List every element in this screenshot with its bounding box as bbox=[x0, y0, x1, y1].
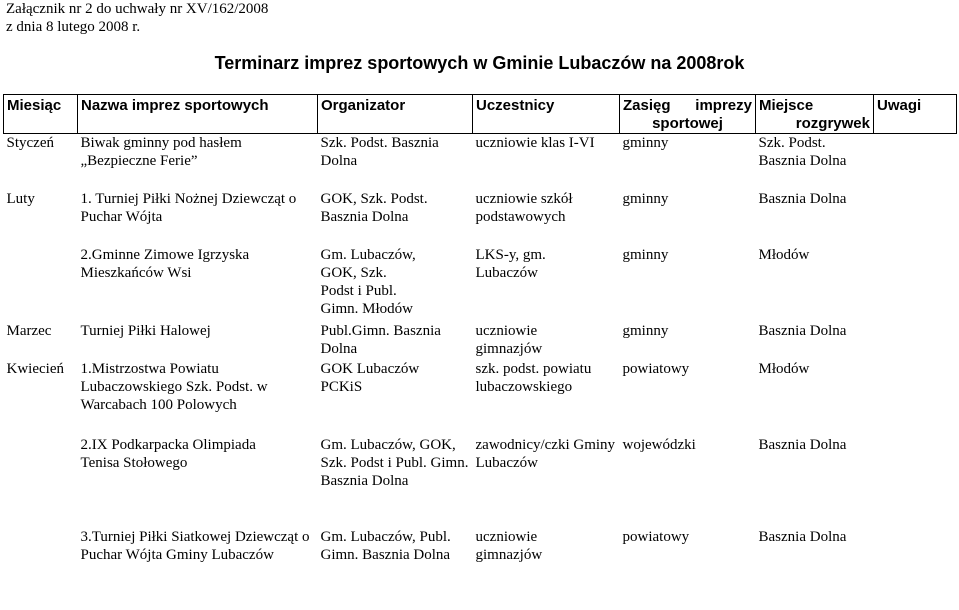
cell-organizer: GOK, Szk. Podst. Basznia Dolna bbox=[320, 190, 428, 225]
cell-place: Basznia Dolna bbox=[758, 322, 847, 339]
cell-organizer: GOK Lubaczów PCKiS bbox=[320, 360, 420, 395]
cell-notes bbox=[874, 322, 957, 360]
cell-scope: gminny bbox=[622, 322, 669, 339]
cell-notes bbox=[874, 360, 957, 436]
cell-notes bbox=[874, 134, 957, 190]
cell-participants: zawodnicy/czki Gminy Lubaczów bbox=[475, 436, 616, 471]
col-scope-header bbox=[620, 95, 756, 134]
cell-notes bbox=[874, 436, 957, 528]
cell-notes bbox=[874, 246, 957, 322]
table-row bbox=[4, 360, 957, 436]
col-scope-header-c: sportowej bbox=[652, 115, 723, 132]
col-notes-header: Uwagi bbox=[874, 95, 957, 134]
cell-month: Styczeń bbox=[6, 135, 54, 151]
col-place-header bbox=[756, 95, 874, 134]
cell-place: Basznia Dolna bbox=[758, 436, 847, 453]
cell-participants: LKS-y, gm. Lubaczów bbox=[475, 246, 546, 281]
cell-month: Marzec bbox=[6, 322, 52, 339]
cell-month: Luty bbox=[6, 190, 35, 207]
cell-name: 3.Turniej Piłki Siatkowej Dziewcząt o Puchar Wójta Gminy Lubaczów bbox=[80, 528, 310, 563]
table-row bbox=[4, 134, 957, 190]
cell-participants: uczniowie klas I-VI bbox=[475, 135, 595, 151]
document-header bbox=[6, 0, 268, 36]
table-header-row bbox=[4, 95, 957, 134]
cell-place: Basznia Dolna bbox=[758, 528, 847, 545]
col-scope-header-b: imprezy bbox=[695, 97, 752, 114]
col-organizer-header: Organizator bbox=[318, 95, 473, 134]
cell-participants: uczniowie szkół podstawowych bbox=[475, 190, 573, 225]
header-line-2: z dnia 8 lutego 2008 r. bbox=[6, 19, 141, 35]
cell-organizer: Gm. Lubaczów, GOK, Szk. Podst i Publ. Gimn. Basznia Dolna bbox=[320, 436, 469, 489]
events-table bbox=[3, 94, 957, 588]
col-scope-header-a: Zasięg bbox=[623, 97, 671, 114]
col-month-header: Miesiąc bbox=[4, 95, 78, 134]
cell-place: Szk. Podst. Basznia Dolna bbox=[758, 135, 847, 169]
table-row bbox=[4, 528, 957, 588]
cell-month bbox=[4, 528, 78, 588]
cell-name: Turniej Piłki Halowej bbox=[80, 322, 211, 339]
cell-notes bbox=[874, 190, 957, 246]
cell-participants: uczniowie gimnazjów bbox=[475, 528, 543, 563]
table-row bbox=[4, 436, 957, 528]
cell-organizer: Publ.Gimn. Basznia Dolna bbox=[320, 322, 441, 357]
cell-month bbox=[4, 436, 78, 528]
table-row bbox=[4, 322, 957, 360]
header-line-1: Załącznik nr 2 do uchwały nr XV/162/2008 bbox=[6, 1, 269, 17]
page-title: Terminarz imprez sportowych w Gminie Lubaczów na 2008rok bbox=[214, 53, 745, 73]
cell-name: Biwak gminny pod hasłem „Bezpieczne Ferie” bbox=[80, 135, 242, 169]
cell-place: Basznia Dolna bbox=[758, 190, 847, 207]
cell-place: Młodów bbox=[758, 246, 810, 263]
cell-organizer: Gm. Lubaczów, Publ. Gimn. Basznia Dolna bbox=[320, 528, 451, 563]
cell-name: 1.Mistrzostwa Powiatu Lubaczowskiego Szk. Podst. w Warcabach 100 Polowych bbox=[80, 360, 268, 413]
cell-scope: wojewódzki bbox=[622, 436, 696, 453]
cell-name: 1. Turniej Piłki Nożnej Dziewcząt o Puchar Wójta bbox=[80, 190, 297, 225]
cell-scope: gminny bbox=[622, 190, 669, 207]
cell-place: Młodów bbox=[758, 360, 810, 377]
cell-scope: gminny bbox=[622, 135, 669, 151]
col-place-header-b: rozgrywek bbox=[795, 115, 870, 132]
cell-participants: uczniowie gimnazjów bbox=[475, 322, 543, 357]
cell-participants: szk. podst. powiatu lubaczowskiego bbox=[475, 360, 592, 395]
cell-name: 2.Gminne Zimowe Igrzyska Mieszkańców Wsi bbox=[80, 246, 250, 281]
table-row bbox=[4, 246, 957, 322]
cell-month: Kwiecień bbox=[6, 360, 64, 377]
cell-scope: gminny bbox=[622, 246, 669, 263]
col-place-header-a: Miejsce bbox=[759, 97, 814, 114]
table-row bbox=[4, 190, 957, 246]
cell-notes bbox=[874, 528, 957, 588]
cell-organizer: Gm. Lubaczów, GOK, Szk. Podst i Publ. Gimn. Młodów bbox=[320, 246, 416, 317]
cell-month bbox=[4, 246, 78, 322]
col-name-header: Nazwa imprez sportowych bbox=[78, 95, 318, 134]
cell-organizer: Szk. Podst. Basznia Dolna bbox=[320, 135, 439, 169]
cell-scope: powiatowy bbox=[622, 528, 690, 545]
cell-name: 2.IX Podkarpacka Olimpiada Tenisa Stołowego bbox=[80, 436, 256, 471]
cell-scope: powiatowy bbox=[622, 360, 690, 377]
col-participants-header: Uczestnicy bbox=[473, 95, 620, 134]
